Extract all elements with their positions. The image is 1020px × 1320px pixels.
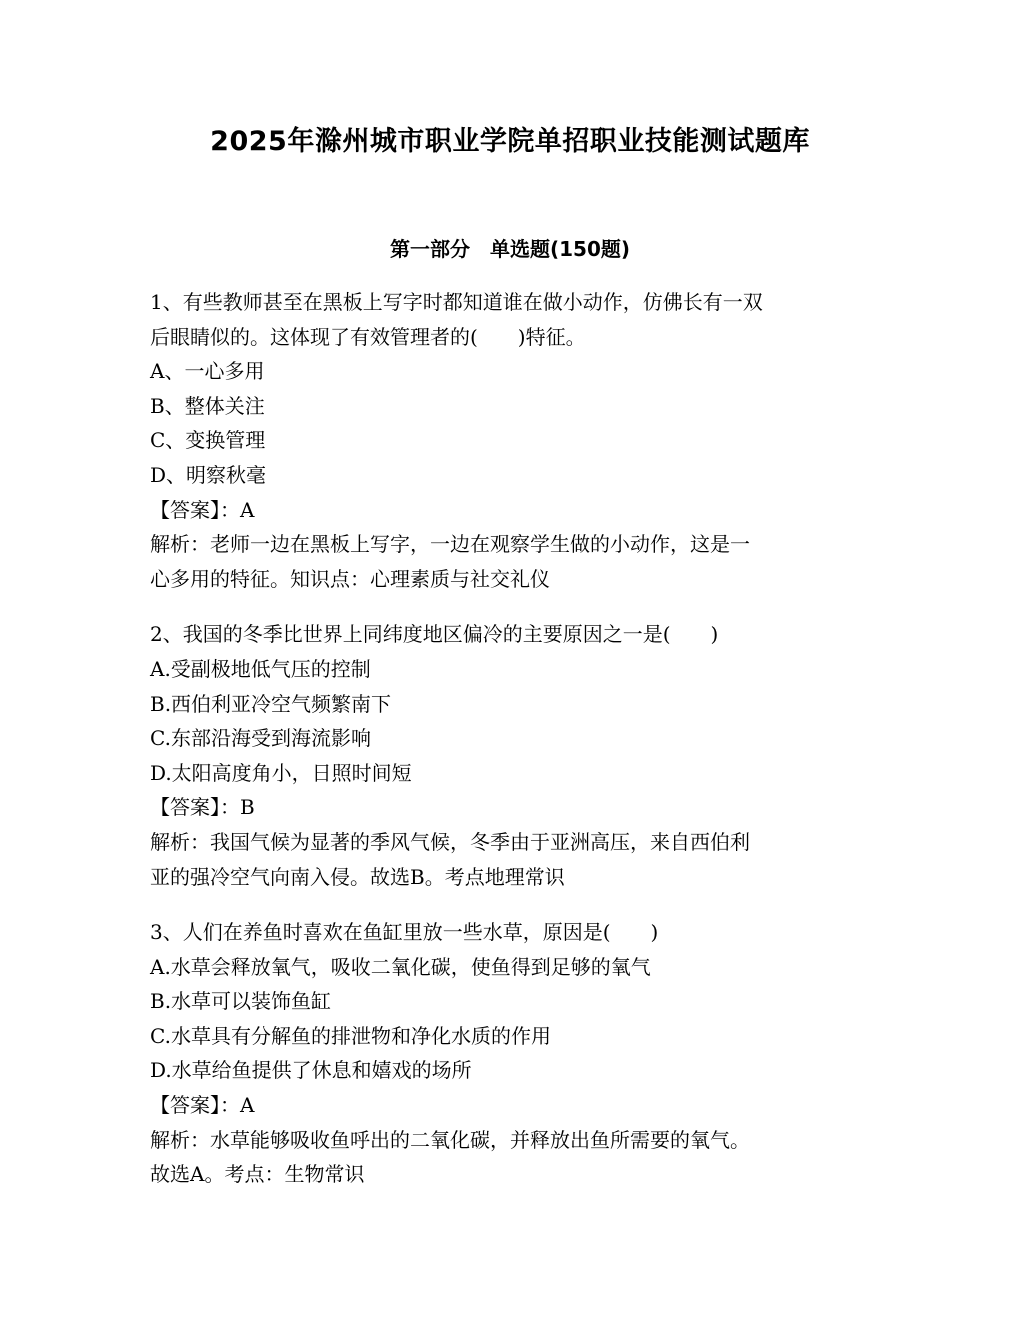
question-stem: 1、有些教师甚至在黑板上写字时都知道谁在做小动作，仿佛长有一双 xyxy=(150,290,763,314)
option-b: B.西伯利亚冷空气频繁南下 xyxy=(150,691,392,716)
question-list xyxy=(150,285,870,1213)
question-stem: 后眼睛似的。这体现了有效管理者的( )特征。 xyxy=(150,324,586,349)
answer-line: 【答案】：B xyxy=(150,795,255,820)
option-d: D.太阳高度角小，日照时间短 xyxy=(150,760,412,785)
document-title: 2025年滁州城市职业学院单招职业技能测试题库 xyxy=(210,126,810,157)
analysis-text: 解析：老师一边在黑板上写字，一边在观察学生做的小动作，这是一 xyxy=(150,532,750,557)
option-d: D.水草给鱼提供了休息和嬉戏的场所 xyxy=(150,1058,472,1083)
option-a: A.受副极地低气压的控制 xyxy=(150,656,371,681)
question-item xyxy=(150,915,870,1192)
analysis-text: 解析：水草能够吸收鱼呼出的二氧化碳，并释放出鱼所需要的氧气。 xyxy=(150,1127,750,1152)
question-item xyxy=(150,617,870,894)
analysis-text: 解析：我国气候为显著的季风气候，冬季由于亚洲高压，来自西伯利 xyxy=(150,829,750,854)
option-c: C.水草具有分解鱼的排泄物和净化水质的作用 xyxy=(150,1023,551,1048)
analysis-text: 亚的强冷空气向南入侵。故选B。考点地理常识 xyxy=(150,864,565,889)
answer-line: 【答案】：A xyxy=(150,497,255,522)
option-a: A.水草会释放氧气，吸收二氧化碳，使鱼得到足够的氧气 xyxy=(150,954,651,979)
analysis-text: 心多用的特征。知识点：心理素质与社交礼仪 xyxy=(150,566,550,591)
question-stem: 2、我国的冬季比世界上同纬度地区偏冷的主要原因之一是( ) xyxy=(150,622,719,647)
question-stem: 3、人们在养鱼时喜欢在鱼缸里放一些水草，原因是( ) xyxy=(150,920,659,945)
option-d: D、明察秋毫 xyxy=(150,462,267,487)
option-b: B.水草可以装饰鱼缸 xyxy=(150,989,332,1014)
answer-line: 【答案】：A xyxy=(150,1093,255,1118)
question-item xyxy=(150,285,870,596)
analysis-text: 故选A。考点：生物常识 xyxy=(150,1162,365,1187)
option-a: A、一心多用 xyxy=(150,359,265,384)
option-b: B、整体关注 xyxy=(150,393,265,418)
option-c: C.东部沿海受到海流影响 xyxy=(150,726,371,751)
option-c: C、变换管理 xyxy=(150,428,266,453)
section-heading: 第一部分 单选题(150题) xyxy=(389,237,631,261)
